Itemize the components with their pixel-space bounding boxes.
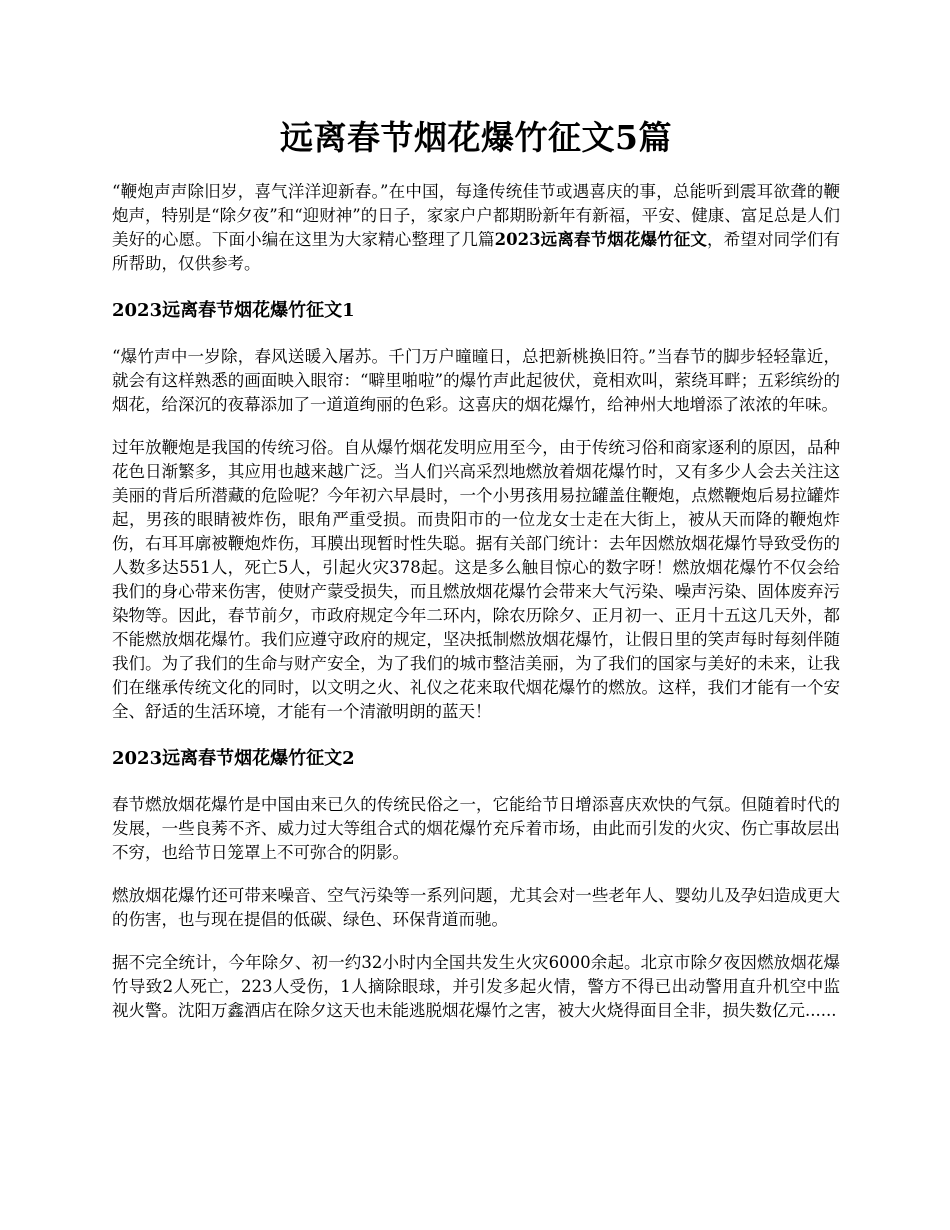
section-1-paragraph-1: “爆竹声中一岁除，春风送暖入屠苏。千门万户曈曈日，总把新桃换旧符。”当春节的脚步轻轻靠近，就会有这样熟悉的画面映入眼帘：“噼里啪啦”的爆竹声此起彼伏，竟相欢叫，萦绕耳畔；五彩缤纷的烟花，给深沉的夜幕添加了一道道绚丽的色彩。这喜庆的烟花爆竹，给神州大地增添了浓浓的年味。 [112, 347, 840, 414]
section-2-paragraph-2: 燃放烟花爆竹还可带来噪音、空气污染等一系列问题，尤其会对一些老年人、婴幼儿及孕妇造成更大的伤害，也与现在提倡的低碳、绿色、环保背道而驰。 [112, 886, 840, 929]
section-2-paragraph-1: 春节燃放烟花爆竹是中国由来已久的传统民俗之一，它能给节日增添喜庆欢快的气氛。但随着时代的发展，一些良莠不齐、威力过大等组合式的烟花爆竹充斥着市场，由此而引发的火灾、伤亡事故层出不穷，也给节日笼罩上不可弥合的阴影。 [112, 795, 840, 862]
document-page [112, 0, 840, 1023]
section-1-heading: 2023远离春节烟花爆竹征文1 [112, 300, 355, 321]
intro-text-after: ，希望对同学们有所帮助，仅供参考。 [112, 230, 840, 273]
intro-paragraph [112, 180, 840, 276]
section-1-paragraph-2: 过年放鞭炮是我国的传统习俗。自从爆竹烟花发明应用至今，由于传统习俗和商家逐利的原因，品种花色日渐繁多，其应用也越来越广泛。当人们兴高采烈地燃放着烟花爆竹时，又有多少人会去关注这美丽的背后所潜藏的危险呢？今年初六早晨时，一个小男孩用易拉罐盖住鞭炮，点燃鞭炮后易拉罐炸起，男孩的眼睛被炸伤，眼角严重受损。而贵阳市的一位龙女士走在大街上，被从天而降的鞭炮炸伤，右耳耳廓被鞭炮炸伤，耳膜出现暂时性失聪。据有关部门统计：去年因燃放烟花爆竹导致受伤的人数多达551人，死亡5人，引起火灾378起。这是多么触目惊心的数字呀！燃放烟花爆竹不仅会给我们的身心带来伤害，使财产蒙受损失，而且燃放烟花爆竹会带来大气污染、噪声污染、固体废弃污染物等。因此，春节前夕，市政府规定今年二环内，除农历除夕、正月初一、正月十五这几天外，都不能燃放烟花爆竹。我们应遵守政府的规定，坚决抵制燃放烟花爆竹，让假日里的笑声每时每刻伴随我们。为了我们的生命与财产安全，为了我们的城市整洁美丽，为了我们的国家与美好的未来，让我们在继承传统文化的同时，以文明之火、礼仪之花来取代烟花爆竹的燃放。这样，我们才能有一个安全、舒适的生活环境，才能有一个清澈明朗的蓝天！ [112, 438, 840, 721]
section-2-paragraph-3: 据不完全统计，今年除夕、初一约32小时内全国共发生火灾6000余起。北京市除夕夜因燃放烟花爆竹导致2人死亡，223人受伤，1人摘除眼球，并引发多起火情，警方不得已出动警用直升机空中监视火警。沈阳万鑫酒店在除夕这天也未能逃脱烟花爆竹之害，被大火烧得面目全非，损失数亿元...... [112, 953, 840, 1020]
intro-text-before: “鞭炮声声除旧岁，喜气洋洋迎新春。”在中国，每逢传统佳节或遇喜庆的事，总能听到震耳欲聋的鞭炮声，特别是“除夕夜”和“迎财神”的日子，家家户户都期盼新年有新福，平安、健康、富足总是人们美好的心愿。下面小编在这里为大家精心整理了几篇 [112, 182, 840, 249]
intro-bold-text: 2023远离春节烟花爆竹征文 [494, 230, 708, 249]
section-2-heading: 2023远离春节烟花爆竹征文2 [112, 748, 355, 769]
page-title: 远离春节烟花爆竹征文5篇 [280, 118, 672, 157]
